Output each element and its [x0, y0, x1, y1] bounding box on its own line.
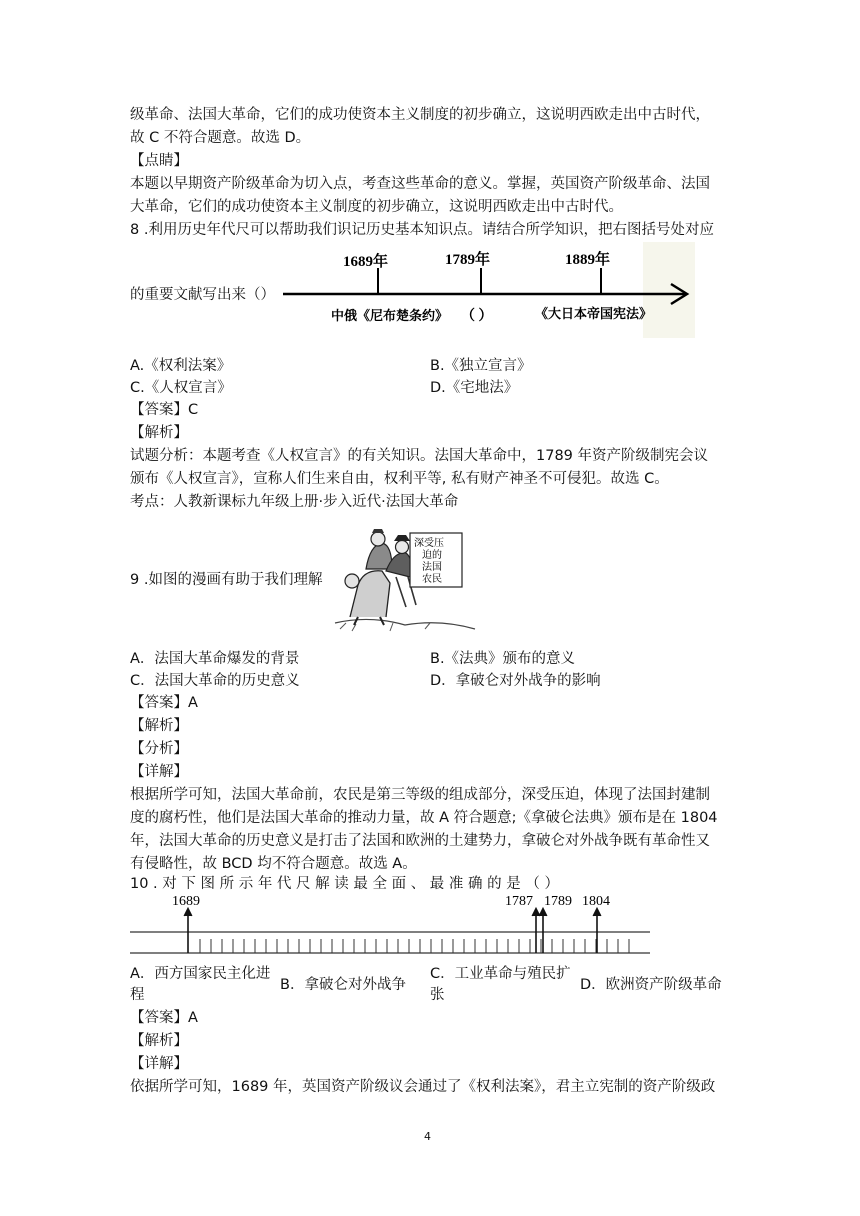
- timeline-blank: （ ）: [461, 309, 493, 324]
- answer-label: 【答案】A: [130, 1010, 198, 1026]
- cartoon-sign-text: 深受压: [414, 538, 444, 549]
- option-c: C．工业革命与殖民扩: [430, 966, 571, 982]
- option-b: B．拿破仑对外战争: [280, 977, 406, 993]
- peasant-cartoon-image: [330, 525, 480, 635]
- ruler-year: 1787: [505, 894, 533, 909]
- option-d: D.《宅地法》: [430, 380, 519, 396]
- option-b: B.《独立宣言》: [430, 358, 532, 374]
- option-a-cont: 程: [130, 987, 145, 1003]
- analysis-text: 试题分析：本题考查《人权宣言》的有关知识。法国大革命中，1789 年资产阶级制宪会议: [130, 448, 709, 464]
- analysis-heading: 【解析】: [130, 425, 188, 441]
- text-line: 故 C 不符合题意。故选 D。: [130, 130, 311, 146]
- analysis-text: 颁布《人权宣言》，宣称人们生来自由，权利平等, 私有财产神圣不可侵犯。故选 C。: [130, 471, 669, 487]
- ruler-year: 1804: [582, 894, 610, 909]
- option-a: A．法国大革命爆发的背景: [130, 651, 300, 667]
- question-9-stem: 9 .如图的漫画有助于我们理解: [130, 572, 323, 588]
- cartoon-sign-text: 法国: [422, 562, 442, 573]
- fenxi-heading: 【分析】: [130, 741, 188, 757]
- analysis-heading: 【解析】: [130, 1033, 188, 1049]
- timeline-label: 《大日本帝国宪法》: [535, 306, 653, 321]
- answer-label: 【答案】A: [130, 695, 198, 711]
- option-a: A.《权利法案》: [130, 358, 232, 374]
- section-heading-dianjing: 【点睛】: [130, 153, 188, 169]
- timeline-year: 1789年: [445, 252, 491, 268]
- page-number: 4: [424, 1130, 431, 1143]
- text-line: 本题以早期资产阶级革命为切入点，考查这些革命的意义。掌握，英国资产阶级革命、法国: [130, 176, 710, 192]
- ruler-year: 1689: [172, 894, 200, 909]
- analysis-heading: 【解析】: [130, 718, 188, 734]
- option-a: A．西方国家民主化进: [130, 966, 271, 982]
- question-10-stem: 10 . 对 下 图 所 示 年 代 尺 解 读 最 全 面 、 最 准 确 的 是 （ ）: [130, 876, 559, 892]
- text-line: 级革命、法国大革命，它们的成功使资本主义制度的初步确立，这说明西欧走出中古时代，: [130, 107, 710, 123]
- q10-timeline-ruler: [130, 892, 658, 958]
- cartoon-sign-text: 迫的: [422, 550, 442, 561]
- question-8-stem: 8 .利用历史年代尺可以帮助我们识记历史基本知识点。请结合所学知识，把右图括号处对应: [130, 222, 714, 238]
- q8-timeline-figure: [283, 242, 695, 338]
- detail-text: 依据所学可知，1689 年，英国资产阶级议会通过了《权利法案》，君主立宪制的资产阶级政: [130, 1079, 716, 1095]
- detail-text: 有侵略性，故 BCD 均不符合题意。故选 A。: [130, 856, 417, 872]
- timeline-year: 1689年: [343, 254, 389, 270]
- ruler-year: 1789: [544, 894, 572, 909]
- option-d: D．拿破仑对外战争的影响: [430, 673, 601, 689]
- option-c-cont: 张: [430, 987, 445, 1003]
- option-c: C.《人权宣言》: [130, 380, 232, 396]
- cartoon-sign-text: 农民: [422, 574, 442, 585]
- detail-text: 根据所学可知，法国大革命前，农民是第三等级的组成部分，深受压迫，体现了法国封建制: [130, 787, 710, 803]
- xiangjie-heading: 【详解】: [130, 764, 188, 780]
- timeline-label: 中俄《尼布楚条约》: [331, 308, 449, 323]
- xiangjie-heading: 【详解】: [130, 1056, 188, 1072]
- detail-text: 度的腐朽性，他们是法国大革命的推动力量，故 A 符合题意;《拿破仑法典》颁布是在 1804: [130, 810, 718, 826]
- answer-label: 【答案】C: [130, 402, 199, 418]
- option-b: B.《法典》颁布的意义: [430, 651, 576, 667]
- timeline-year: 1889年: [565, 252, 611, 268]
- kaodian-text: 考点：人教新课标九年级上册·步入近代·法国大革命: [130, 494, 459, 510]
- option-c: C．法国大革命的历史意义: [130, 673, 300, 689]
- detail-text: 年，法国大革命的历史意义是打击了法国和欧洲的土建势力，拿破仑对外战争既有革命性又: [130, 833, 710, 849]
- text-line: 大革命，它们的成功使资本主义制度的初步确立，这说明西欧走出中古时代。: [130, 199, 623, 215]
- question-8-stem-cont: 的重要文献写出来（）: [130, 287, 275, 303]
- option-d: D．欧洲资产阶级革命: [580, 977, 722, 993]
